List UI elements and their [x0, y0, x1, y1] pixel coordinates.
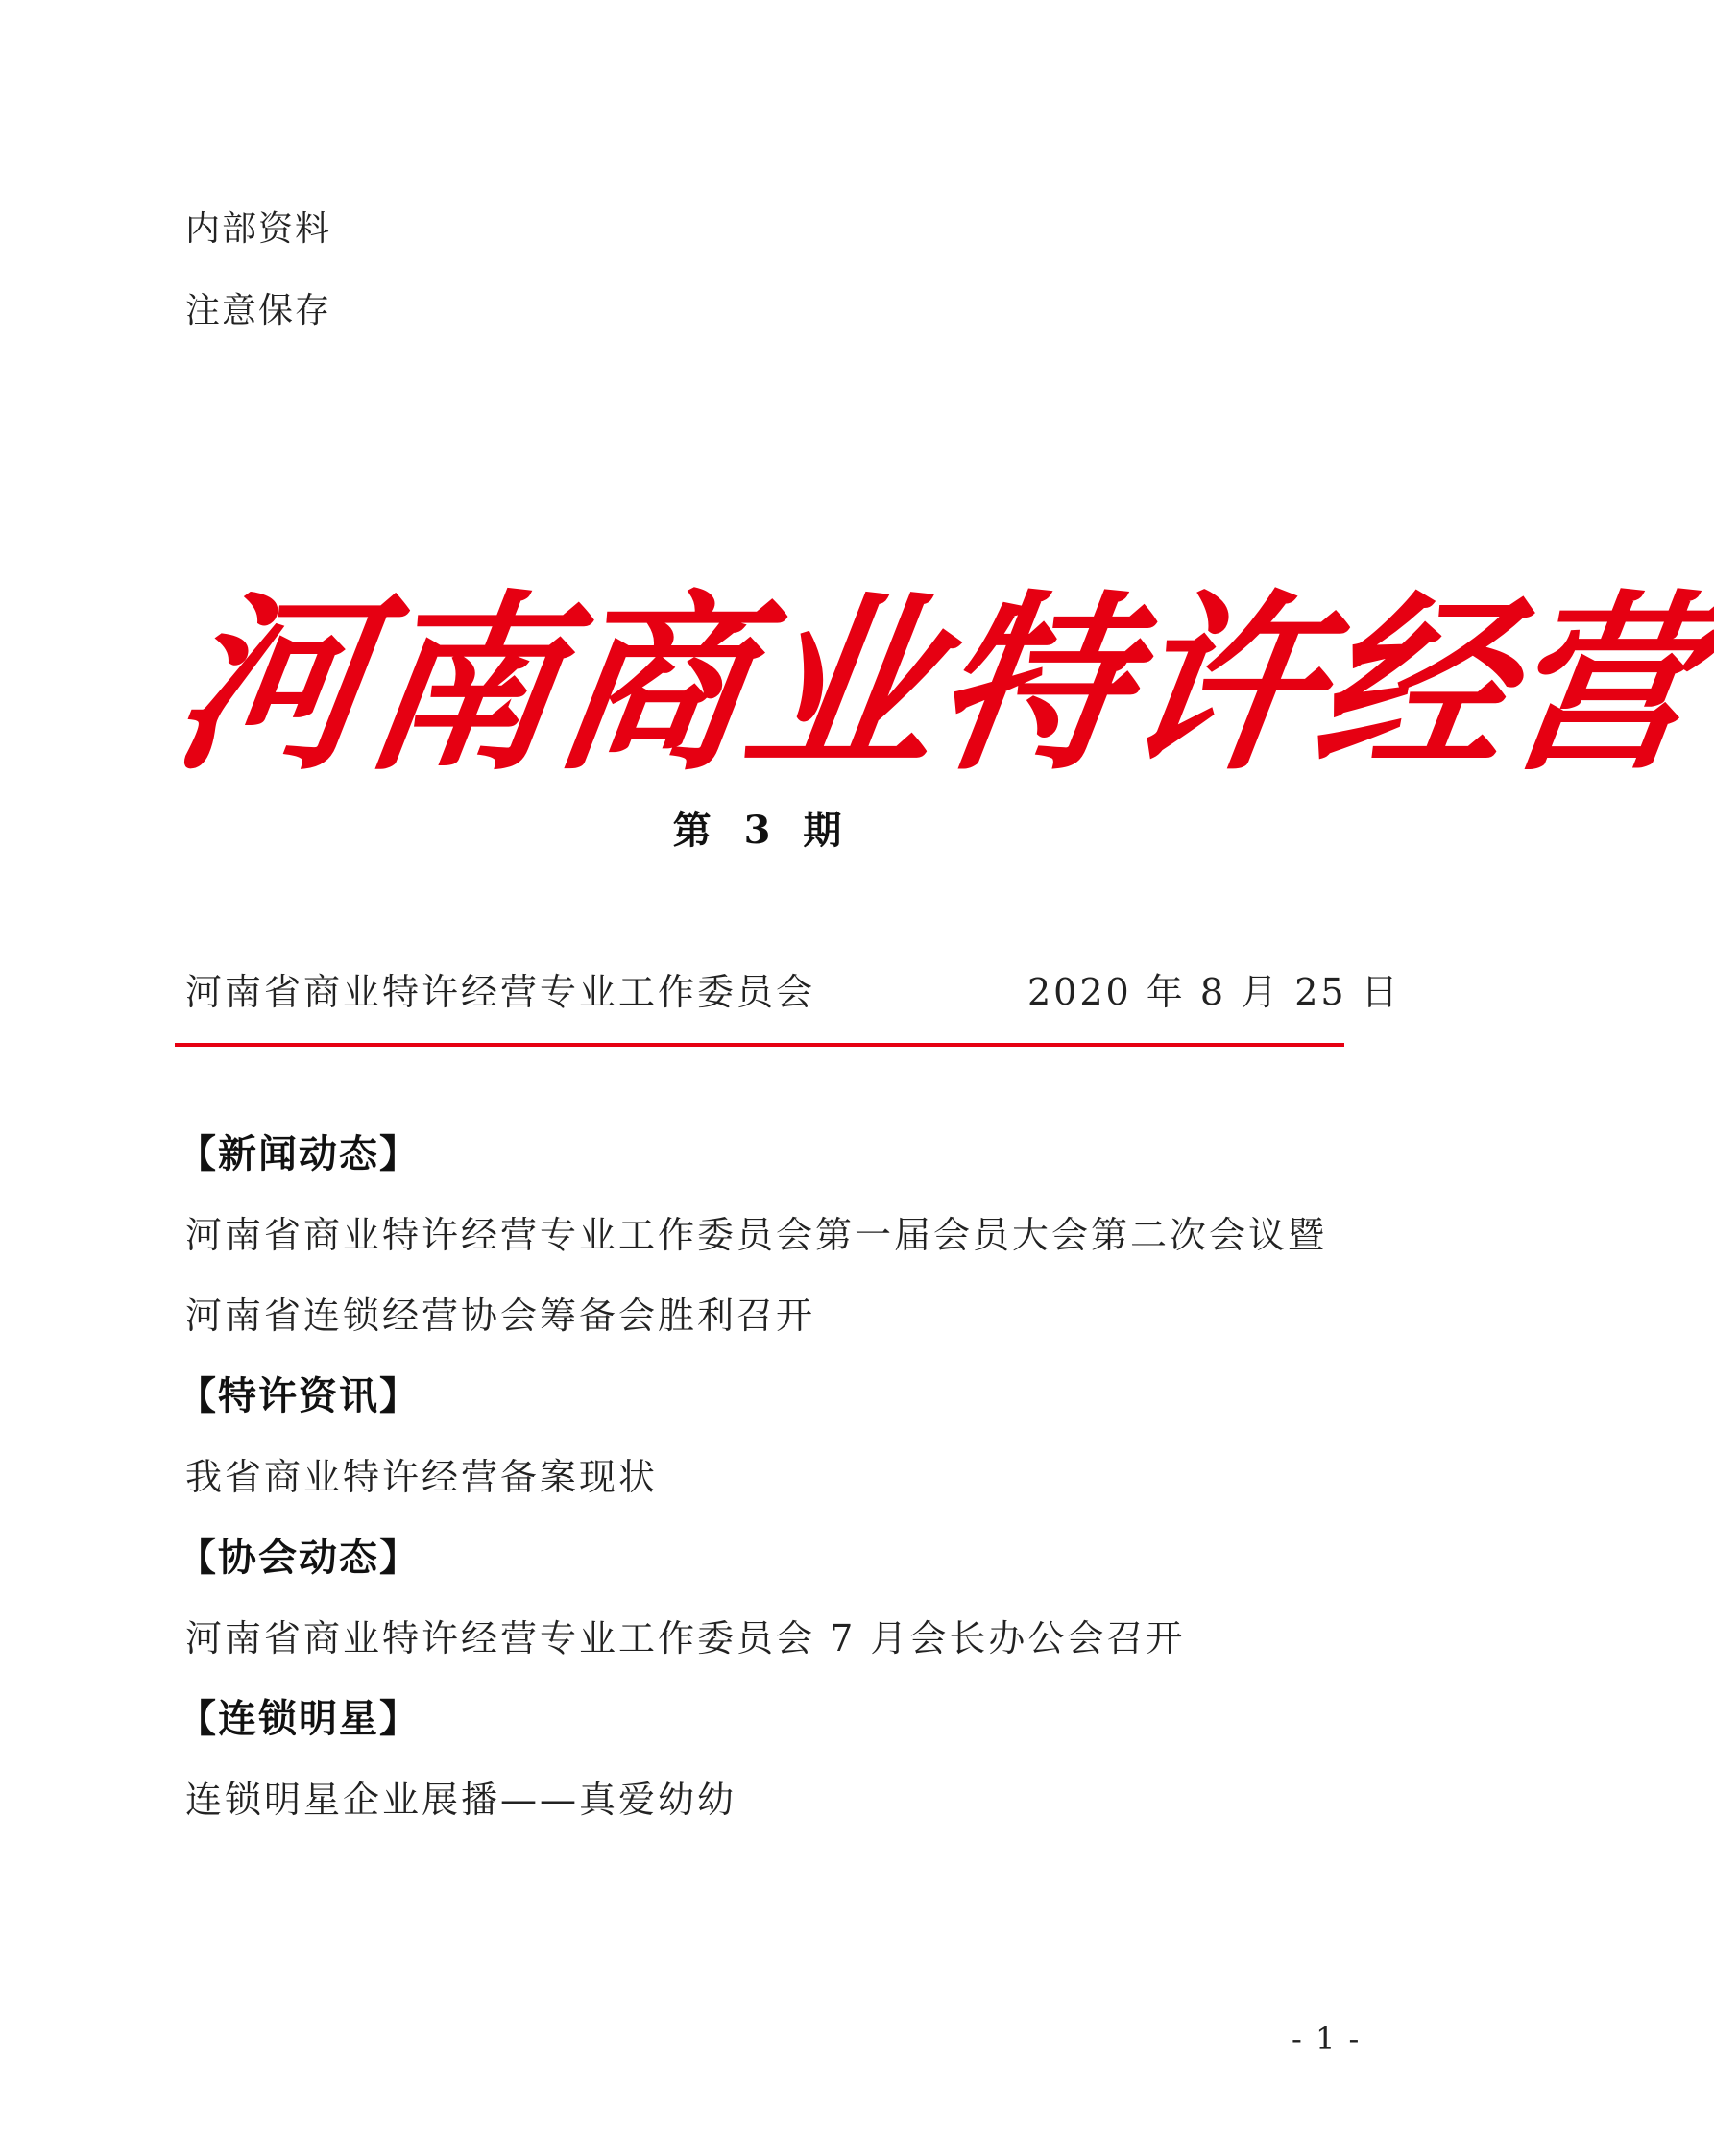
section-heading-franchise-info: 【特许资讯】 — [178, 1373, 420, 1418]
preserve-notice: 注意保存 — [185, 291, 332, 330]
toc-entry-link[interactable]: 河南省商业特许经营专业工作委员会第一届会员大会第二次会议暨河南省连锁经营协会筹备会胜利召开 — [185, 1214, 1328, 1337]
section-heading-chain-stars: 【连锁明星】 — [178, 1696, 420, 1741]
header-divider — [175, 1043, 1344, 1047]
masthead-title — [161, 572, 1714, 796]
confidential-label: 内部资料 — [185, 209, 332, 249]
masthead-char: 商 — [542, 572, 764, 796]
page-number: - 1 - — [1292, 2021, 1362, 2057]
section-heading-association-news: 【协会动态】 — [178, 1535, 420, 1580]
masthead-char: 营 — [1492, 572, 1714, 796]
masthead-char: 南 — [351, 572, 574, 796]
toc-entry-link[interactable]: 我省商业特许经营备案现状 — [185, 1456, 659, 1498]
masthead-char: 许 — [1112, 572, 1335, 796]
masthead-char: 经 — [1302, 572, 1525, 796]
table-of-contents — [178, 1114, 1366, 1840]
toc-entry-link[interactable]: 河南省商业特许经营专业工作委员会 7 月会长办公会召开 — [185, 1617, 1186, 1659]
toc-entry-link[interactable]: 连锁明星企业展播——真爱幼幼 — [185, 1779, 737, 1821]
masthead-char: 业 — [732, 572, 954, 796]
masthead-char: 河 — [161, 572, 384, 796]
publisher-name: 河南省商业特许经营专业工作委员会 — [185, 971, 816, 1013]
masthead-char: 特 — [922, 572, 1145, 796]
publication-date: 2020 年 8 月 25 日 — [1027, 971, 1401, 1013]
issue-number: 第 3 期 — [672, 808, 852, 853]
section-heading-news: 【新闻动态】 — [178, 1131, 420, 1176]
